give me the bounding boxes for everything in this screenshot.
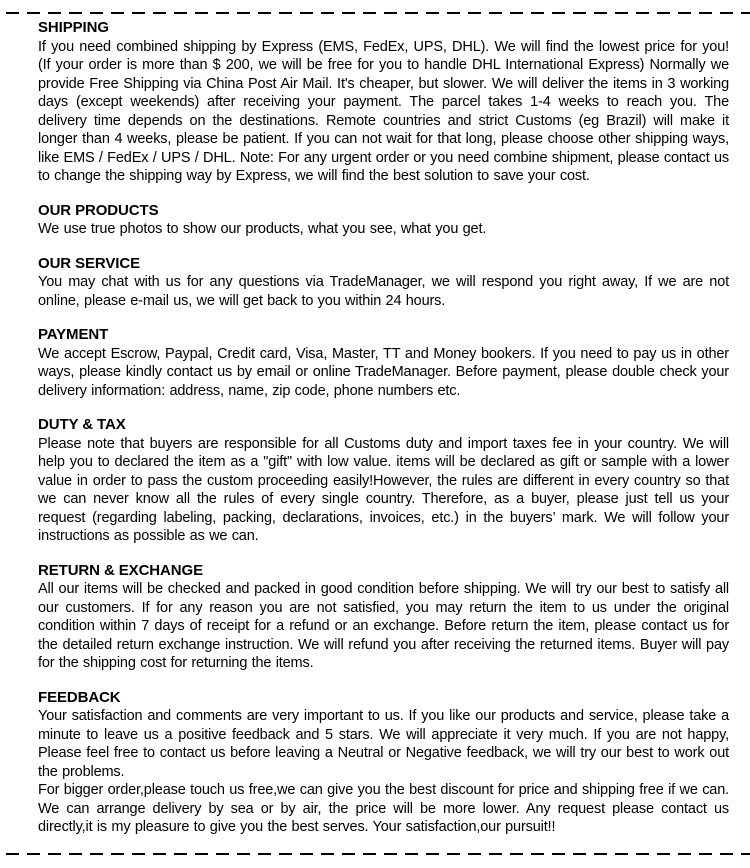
policy-content — [38, 19, 729, 837]
dashed-border-bottom — [0, 853, 750, 855]
section-feedback — [38, 689, 729, 837]
section-duty-tax — [38, 416, 729, 546]
section-heading-our-service: OUR SERVICE — [38, 254, 140, 272]
section-our-service — [38, 255, 729, 311]
section-payment — [38, 326, 729, 400]
section-shipping — [38, 19, 729, 186]
section-heading-duty-tax: DUTY & TAX — [38, 416, 126, 433]
dashed-border-top — [0, 12, 750, 14]
section-paragraph: All our items will be checked and packed in good condition before shipping. We will try our best to satisfy all our customers. If for any reason you are not satisfied, you may return the item to us under the original condition within 7 days of receipt for a refund or an exchange. Before return the item, please contact us for the detailed return exchange instruction. We will refund you after receiving the returned items. Buyer will pay for the shipping cost for returning the items. — [38, 581, 729, 671]
section-our-products — [38, 202, 729, 239]
section-heading-return-exchange: RETURN & EXCHANGE — [38, 561, 203, 579]
section-heading-feedback: FEEDBACK — [38, 688, 121, 706]
section-heading-shipping: SHIPPING — [38, 19, 109, 36]
section-heading-our-products: OUR PRODUCTS — [38, 201, 159, 219]
section-paragraph: Your satisfaction and comments are very important to us. If you like our products and service, please take a minute to leave us a positive feedback and 5 stars. We will appreciate it very much. If you are not happy, Please feel free to contact us before leaving a Neutral or Negative feedback, we will try our best to work out the problems. — [38, 708, 729, 780]
section-paragraph: For bigger order,please touch us free,we can give you the best discount for price and shipping free if we can. We can arrange delivery by sea or by air, the price will be more lower. Any request please contact us directly,it is my pleasure to give you the best serves. Your satisfaction,our pursuit!! — [38, 782, 729, 835]
section-paragraph: We accept Escrow, Paypal, Credit card, Visa, Master, TT and Money bookers. If you need to pay us in other ways, please kindly contact us by email or online TradeManager. Before payment, please double check your delivery information: address, name, zip code, phone numbers etc. — [38, 345, 729, 399]
section-paragraph: If you need combined shipping by Express (EMS, FedEx, UPS, DHL). We will find the lowest price for you! (If your order is more than $ 200, we will be free for you to handle DHL International Express) Normally we provide Free Shipping via China Post Air Mail. It's cheaper, but slower. We will deliver the items in 3 working days (except weekends) after receiving your payment. The parcel takes 1-4 weeks to reach you. The delivery time depends on the destinations. Remote countries and strict Customs (eg Brazil) will make it longer than 4 weeks, please be patient. If you can not wait for that long, please choose other shipping ways, like EMS / FedEx / UPS / DHL. Note: For any urgent order or you need combine shipment, please contact us to change the shipping way by Express, we will find the best solution to save your cost. — [38, 38, 729, 184]
section-paragraph: Please note that buyers are responsible for all Customs duty and import taxes fee in your country. We will help you to declared the item as a "gift" with low value. items will be declared as gift or sample with a lower value in order to pass the custom proceeding easily!However, the rules are different in every country so that we can never know all the rules of every single country. Therefore, as a buyer, please just tell us your request (regarding labeling, packing, declarations, invoices, etc.) in the buyers’ mark. We will follow your instructions as possible as we can. — [38, 435, 729, 544]
section-paragraph: You may chat with us for any questions via TradeManager, we will respond you right away, If we are not online, please e-mail us, we will get back to you within 24 hours. — [38, 274, 729, 309]
section-heading-payment: PAYMENT — [38, 326, 109, 343]
section-paragraph: We use true photos to show our products, what you see, what you get. — [38, 221, 487, 237]
section-return-exchange — [38, 562, 729, 673]
